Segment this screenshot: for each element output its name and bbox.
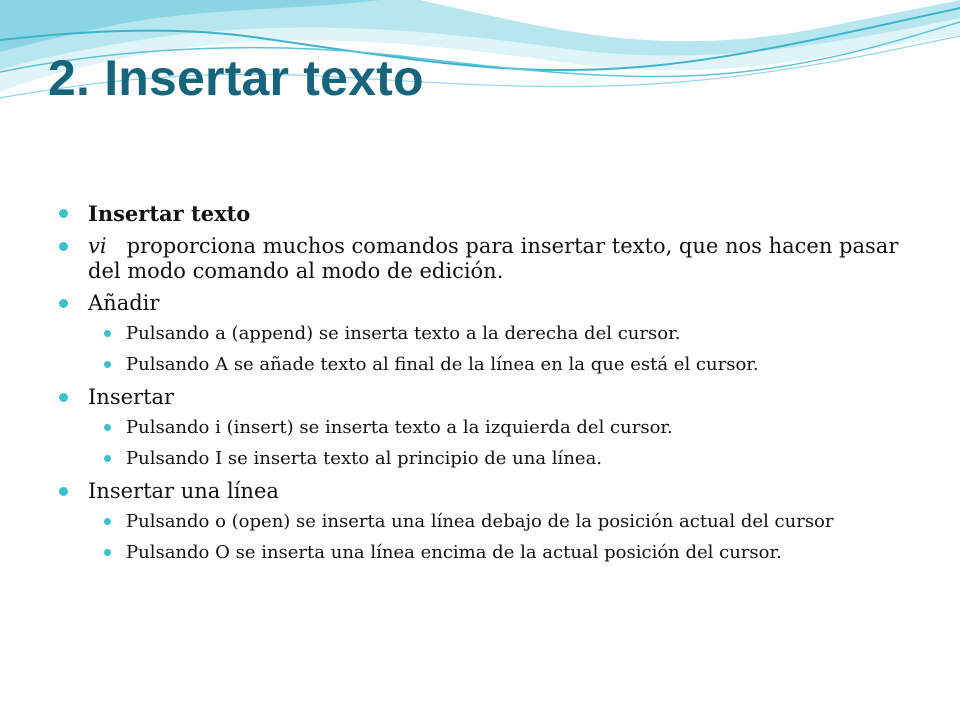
- list-item: [58, 234, 908, 284]
- sub-list-item-text: Pulsando A se añade texto al final de la línea en la que está el cursor.: [126, 354, 759, 375]
- sub-list-item: [58, 417, 908, 438]
- vi-emphasis: vi: [88, 234, 107, 258]
- sub-list-item: [58, 323, 908, 344]
- list-item: [58, 385, 908, 410]
- bullet-dot-icon: [59, 487, 68, 496]
- bullet-dot-icon: [59, 393, 68, 402]
- list-item: [58, 479, 908, 504]
- sub-list-item: [58, 354, 908, 375]
- list-item-text: Añadir: [88, 291, 160, 315]
- sub-list-item: [58, 448, 908, 469]
- sub-bullet-dot-icon: [104, 361, 111, 368]
- slide-title: 2. Insertar texto: [48, 50, 424, 106]
- bullet-list: [58, 201, 908, 573]
- list-item: [58, 291, 908, 316]
- list-item-text: Insertar: [88, 385, 175, 409]
- sub-list-item-text: Pulsando I se inserta texto al principio de una línea.: [126, 448, 603, 469]
- sub-bullet-dot-icon: [104, 424, 111, 431]
- list-item-text: proporciona muchos comandos para insertar texto, que nos hacen pasar del modo comando al modo de edición.: [88, 234, 899, 283]
- sub-list-item-text: Pulsando a (append) se inserta texto a la derecha del cursor.: [126, 323, 681, 344]
- bullet-dot-icon: [59, 299, 68, 308]
- list-item-text: Insertar una línea: [88, 479, 279, 503]
- sub-bullet-dot-icon: [104, 518, 111, 525]
- list-item-text: Insertar texto: [88, 201, 251, 226]
- sub-list-item-text: Pulsando o (open) se inserta una línea debajo de la posición actual del cursor: [126, 511, 834, 532]
- sub-list-item: [58, 542, 908, 563]
- sub-bullet-dot-icon: [104, 330, 111, 337]
- bullet-dot-icon: [59, 242, 68, 251]
- list-item: [58, 201, 908, 227]
- sub-list-item: [58, 511, 908, 532]
- sub-list-item-text: Pulsando i (insert) se inserta texto a la izquierda del cursor.: [126, 417, 673, 438]
- sub-bullet-dot-icon: [104, 455, 111, 462]
- bullet-dot-icon: [59, 209, 68, 218]
- sub-bullet-dot-icon: [104, 549, 111, 556]
- sub-list-item-text: Pulsando O se inserta una línea encima de la actual posición del cursor.: [126, 542, 782, 563]
